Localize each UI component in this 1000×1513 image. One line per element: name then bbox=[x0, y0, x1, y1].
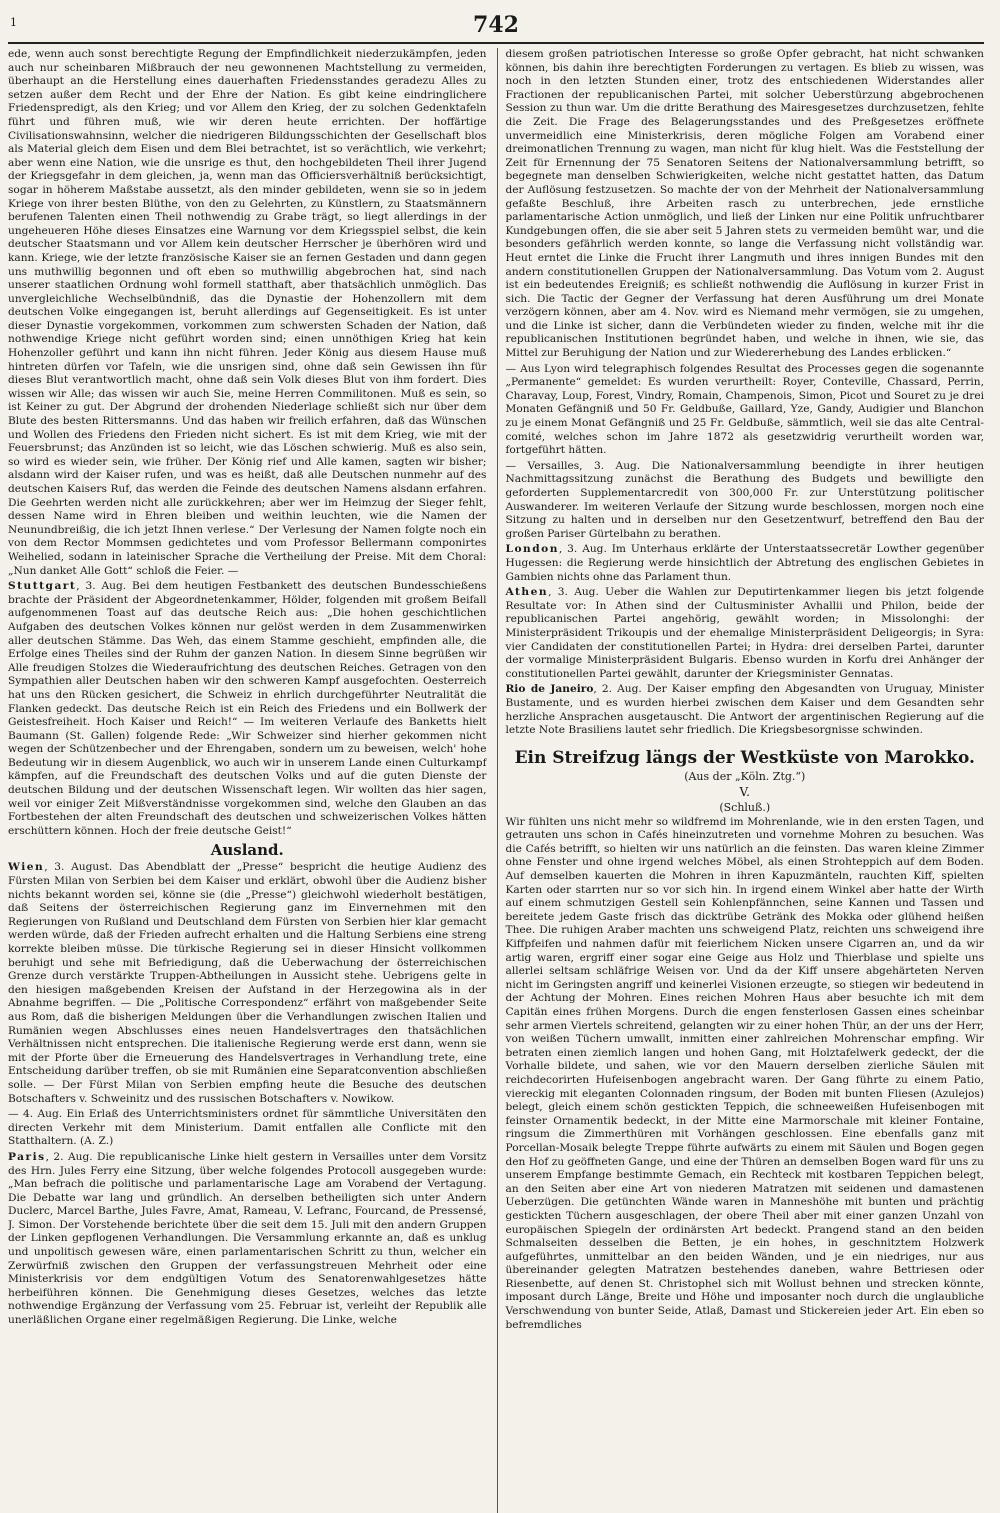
page-number: 742 bbox=[473, 12, 519, 38]
paragraph-text: , 3. Aug. Bei dem heutigen Festbankett des deutschen Bundesschießens brachte der Präsident der Abgeordnetenkammer, Hölder, folgenden mit großem Beifall aufgenommenen Toast auf das deutsche Reich aus: „Die hohen geschichtlichen Aufgaben des deutschen Volkes können nur gelöst werden in dem Zusammenwirken aller deutschen Stämme. Das Weh, das einem Stamme geschieht, empfinden alle, die Erfolge eines Theiles sind der Ruhm der ganzen Nation. In diesem Sinne begrüßen wir Alle freudigen Stolzes die Wiederaufrichtung des deutschen Reiches. Getragen von den Sympathien aller Deutschen haben wir den schweren Kampf ausgefochten. Oesterreich hat uns den Rücken gesichert, die Schweiz in ehrlich durchgeführter Neutralität die Flanken gedeckt. Das deutsche Reich ist ein Reich des Friedens und ein Bollwerk der Geistesfreiheit. Hoch Kaiser und Reich!“ — Im weiteren Verlaufe des Banketts hielt Baumann (St. Gallen) folgende Rede: „Wir Schweizer sind hierher gekommen nicht wegen der Schützenbecher und der Ehrengaben, sondern um zu beweisen, welch' hohe Bedeutung wir in diesem Augenblick, wo auch wir in unserem Lande einen Culturkampf kämpfen, auf die Freundschaft des deutschen Volks und auf die guten Dienste der deutschen Bildung und der deutschen Wissenschaft legen. Wir wollten das hier sagen, weil vor einiger Zeit Mißverständnisse vorgekommen sind, welche den Glauben an das Fortbestehen der alten Freundschaft des deutschen und schweizerischen Volkes hätten erschüttern können. Hoch der freie deutsche Geist!“ bbox=[8, 580, 487, 837]
paragraph-text: , 2. Aug. Der Kaiser empfing den Abgesandten von Uruguay, Minister Bustamente, und es wurden hierbei zwischen dem Kaiser und dem Gesandten sehr herzliche Ansprachen ausgetauscht. Die Antwort der argentinischen Regierung auf die letzte Note Brasiliens lautet sehr friedlich. Die Kriegsbesorgnisse schwinden. bbox=[505, 683, 984, 737]
dateline-paragraph bbox=[506, 543, 985, 584]
paragraph-text: , 3. Aug. Im Unterhaus erklärte der Unterstaatssecretär Lowther gegenüber Hugessen: die Regierung werde hinsichtlich der Abtretung des englischen Gebietes in Gambien nichts ohne das Parlament thun. bbox=[505, 543, 984, 583]
dateline: Athen bbox=[505, 586, 549, 599]
column-container bbox=[8, 48, 984, 1513]
dateline-paragraph bbox=[8, 861, 487, 1106]
dateline: London bbox=[505, 543, 559, 556]
article-part: V. bbox=[739, 784, 750, 799]
section-heading: Ausland. bbox=[210, 841, 284, 860]
page-mark: 1 bbox=[10, 16, 17, 29]
dateline-paragraph bbox=[8, 1151, 487, 1328]
paragraph-text: , 3. Aug. Ueber die Wahlen zur Deputirtenkammer liegen bis jetzt folgende Resultate vor: In Athen sind der Cultusminister Avhallii und Philon, beide der republicanischen Partei angehörig, gewählt worden; in Missolonghi: der Ministerpräsident Trikoupis und der ehemalige Ministerpräsident Deligeorgis; in Syra: vier Candidaten der constitutionellen Partei; in Hydra: drei derselben Partei, darunter der vormalige Ministerpräsident Bulgaris. Ebenso wurden in Korfu drei Anhänger der constitutionellen Partei gewählt, darunter der Kriegsminister Gennatas. bbox=[505, 586, 984, 680]
paragraph: diesem großen patriotischen Interesse so große Opfer gebracht, hat nicht schwanken können, bis dahin ihre berechtigten Forderungen zu vertagen. Es blieb zu wissen, was noch in den letzten Stunden einer, trotz des entschiedenen Widerstandes aller Fractionen der republicanischen Partei, mit solcher Ueberstürzung abgebrochenen Session zu thun war. Um die dritte Berathung des Mairesgesetzes durchzusetzen, fehlte die Zeit. Die Frage des Belagerungsstandes und des Preßgesetzes eröffnete unvermeidlich eine Ministerkrisis, deren mögliche Folgen am Vorabend einer dreimonatlichen Trennung zu wagen, man nicht für klug hielt. Was die Feststellung der Zeit für Ernennung der 75 Senatoren Seitens der Nationalversammlung betrifft, so begegnete man denselben Schwierigkeiten, welche nicht gestattet hatten, das Datum der Auflösung festzusetzen. So machte der von der Mehrheit der Nationalversammlung gefaßte Beschluß, ihre Arbeiten rasch zu unterbrechen, jede ernstliche parlamentarische Action unmöglich, und ließ der Linken nur eine Politik unfruchtbarer Kundgebungen offen, die sie aber seit 5 Jahren stets zu vermeiden bemüht war, und die besonders gefährlich werden konnte, so lange die Verfassung nicht vollständig war. Heut erntet die Linke die Frucht ihrer Langmuth und ihres innigen Bundes mit den andern constitutionellen Gruppen der Nationalversammlung. Das Votum vom 2. August ist ein bedeutendes Ereigniß; es schließt nothwendig die Auflösung in kurzer Frist in sich. Die Tactic der Gegner der Verfassung hat deren Ausführung um drei Monate verzögern können, aber am 4. Nov. wird es Niemand mehr vermögen, sie zu umgehen, und die Linke ist sicher, dann die Verbündeten wieder zu finden, welche mit ihr die republicanischen Institutionen begründet haben, und welche in ihnen, wie sie, das Mittel zur Beruhigung der Nation und zur Wiedererhebung des Landes erblicken.“ bbox=[505, 48, 984, 360]
article-body: Wir fühlten uns nicht mehr so wildfremd im Mohrenlande, wie in den ersten Tagen, und getrauten uns schon in Cafés hineinzutreten und vornehme Mohren zu besuchen. Was die Cafés betrifft, so hielten wir uns natürlich an die feinsten. Das waren kleine Zimmer ohne Fenster und ohne irgend welches Möbel, als einen Strohteppich auf dem Boden. Auf demselben kauerten die Mohren in ihren Kapuzmänteln, rauchten Kiff, spielten Karten oder starrten nur so vor sich hin. In irgend einem Winkel aber hatte der Wirth auf einem schmutzigen Gestell sein Kohlenpfännchen, seine Kannen und Tassen und bereitete jedem Gaste frisch das dicktrübe Getränk des Mokka oder glühend heißen Thee. Die ruhigen Araber machten uns schweigend Platz, reichten uns schweigend ihre Kiffpfeifen und nahmen dafür mit feierlichem Nicken unsere Cigarren an, und da wir artig waren, ergriff einer sogar eine Geige aus Holz und Thierblase und spielte uns allerlei seltsam schläfrige Weisen vor. Und da der Kiff unsere abgehärteten Nerven nicht im Geringsten angriff und keinerlei Visionen erzeugte, so stiegen wir bedeutend in der Achtung der Mohren. Eines reichen Mohren Haus aber besuchte ich mit dem Capitän eines frühen Morgens. Durch die engen fensterlosen Gassen eines scheinbar sehr armen Viertels schreitend, gelangten wir zu einer hohen Thür, an der uns der Herr, von weißen Tüchern umwallt, inmitten einer zahlreichen Mohrenschar empfing. Wir betraten einen ziemlich langen und hohen Gang, mit Holztafelwerk gedeckt, der die Vorhalle bildete, und sahen, wie vor den Mauern derselben zierliche Säulen mit reichdecorirten Hufeisenbogen angebracht waren. Der Gang führte zu einem Patio, viereckig mit eleganten Colonnaden ringsum, der Boden mit bunten Fliesen (Azulejos) belegt, gleich einem schön gestickten Teppich, die schneeweißen Hufeisenbogen mit feinster Ornamentik bedeckt, in der Mitte eine Marmorschale mit kleiner Fontaine, ringsum die Zimmerthüren mit Vorhängen geschlossen. Eine ebenfalls ganz mit Porcellan-Mosaik belegte Treppe führte aufwärts zu einem mit Säulen und Bogen gegen den Hof zu geöffneten Gange, und eine der Thüren an demselben Bogen ward für uns zu unserem Empfange bestimmte Gemach, ein Rechteck mit kostbaren Teppichen belegt, an den Seiten aber eine Art von niederen Matratzen mit seidenen und damastenen Ueberzügen. Die getünchten Wände waren in Manneshöhe mit bunten und prächtig gestickten Tüchern ausgeschlagen, der obere Theil aber mit einer ganzen Unzahl von europäischen Spiegeln der ordinärsten Art bedeckt. Prangend stand an den beiden Schmalseiten desselben die Betten, je ein hohes, in geschnitztem Holzwerk aufgeführtes, unmittelbar an den beiden Wänden, und je ein niedriges, nur aus übereinander gelegten Matratzen bestehendes daneben, wahre Bettriesen oder Riesenbette, auf denen St. Christophel sich mit Wollust behnen und strecken könnte, imposant durch Länge, Breite und Höhe und imposanter noch durch die unglaubliche Verschwendung von bunter Seide, Atlaß, Damast und Stickereien jeder Art. Ein eben so befremdliches bbox=[505, 815, 984, 1331]
right-column bbox=[497, 48, 985, 1513]
dateline: Rio de Janeiro bbox=[505, 683, 594, 696]
paragraph: ede, wenn auch sonst berechtigte Regung der Empfindlichkeit niederzukämpfen, jeden auch nur scheinbaren Mißbrauch der neu gewonnenen Machtstellung zu vermeiden, überhaupt an die Herstellung eines dauerhaften Friedensstandes geradezu Alles zu setzen außer dem Recht und der Ehre der Nation. Es gibt keine eindringlichere Friedenspredigt, als den Krieg; und vor Allem den Krieg, der zu solchen Gedenktafeln führt und führen muß, wie wir deren heute errichten. Der hoffärtige Civilisationswahnsinn, welcher die niedrigeren Bildungsschichten der Gesellschaft blos als Material gleich dem Eisen und dem Blei betrachtet, ist so verächtlich, wie verkehrt; aber wenn eine Nation, wie die unsrige es thut, den hochgebildeten Theil ihrer Jugend der Kriegsgefahr in dem gleichen, ja, wenn man das Officiersverhältniß berücksichtigt, sogar in höherem Maßstabe aussetzt, als den minder gebildeten, wenn sie so in jedem Kriege von ihrer besten Blüthe, von den zu Gelehrten, zu Künstlern, zu Staatsmännern berufenen Talenten einen Theil nothwendig zu Grabe trägt, so liegt allerdings in der ungeheueren Höhe dieses Einsatzes eine Warnung vor dem Kriegsspiel selbst, die kein deutscher Staatsmann und vor Allem kein deutscher Herrscher je überhören wird und kann. Kriege, wie der letzte französische Kaiser sie an fernen Gestaden und dann gegen uns muthwillig begonnen und oft eben so muthwillig abgebrochen hat, sind nach unserer staatlichen Ordnung wohl formell statthaft, aber thatsächlich unmöglich. Das unvergleichliche Wechselbündniß, das die Dynastie der Hohenzollern mit dem deutschen Volke eingegangen ist, beruht allerdings auf Gegenseitigkeit. Es ist unter dieser Dynastie vorgekommen, vorkommen zum schwersten Schaden der Nation, daß nothwendige Kriege nicht geführt worden sind; einen unnöthigen Krieg hat kein Hohenzoller geführt und kann ihn nicht führen. Jeder König aus diesem Hause muß hintreten dürfen vor Tafeln, wie die unsrigen sind, ohne daß sein Gewissen ihn für dieses Blut verantwortlich macht, ohne daß sein Volk dieses Blut von ihm fordert. Dies wissen wir Alle; das wissen wir auch Sie, meine Herren Commilitonen. Muß es sein, so ist Keiner zu gut. Der Abgrund der drohenden Niederlage schließt sich nur über dem Blute des besten Rittersmanns. Und das haben wir freilich erfahren, daß das Wünschen und Wollen des Friedens den Frieden nicht sichert. Es ist mit dem Krieg, wie mit der Feuersbrunst; das Anzünden ist so leicht, wie das Löschen schwierig. Muß es also sein, so wird es wieder sein, wie früher. Der König rief und Alle kamen, sagten wir bisher; alsdann wird der Kaiser rufen, und was es heißt, daß alle Deutschen nunmehr auf des deutschen Kaisers Ruf, das werden die Feinde des deutschen Namens alsdann erfahren. Die Geehrten werden nicht alle zurückkehren; aber wer im Heimzug der Sieger fehlt, dessen Name wird in Ehren bleiben und weithin leuchten, wie die Namen der Neunundbreißig, die ich jetzt Ihnen verlese.“ Der Verlesung der Namen folgte noch ein von dem Rector Mommsen gedichtetes und vom Professor Bellermann componirtes Weihelied, sodann in lateinischer Sprache die Vertheilung der Preise. Mit dem Choral: „Nun danket Alle Gott“ schloß die Feier. — bbox=[8, 48, 487, 577]
dateline: Wien bbox=[8, 861, 45, 874]
paragraph-text: , 2. Aug. Die republicanische Linke hielt gestern in Versailles unter dem Vorsitz des Hrn. Jules Ferry eine Sitzung, über welche folgendes Protocoll ausgegeben wurde: „Man befrach die politische und parlamentarische Lage am Vorabend der Vertagung. Die Debatte war lang und gründlich. An derselben betheiligten sich unter Andern Duclerc, Marcel Barthe, Jules Favre, Amat, Rameau, V. Lefranc, Fourcand, de Pressensé, J. Simon. Der Vorstehende berichtete über die seit dem 15. Juli mit den andern Gruppen der Linken gepflogenen Verhandlungen. Die Versammlung erkannte an, daß es unklug und unpolitisch gewesen wäre, einen parlamentarischen Schritt zu thun, welcher ein Zerwürfniß zwischen den Gruppen der verfassungstreuen Mehrheit oder eine Ministerkrisis vor dem endgültigen Votum des Senatorenwahlgesetzes hätte herbeiführen können. Die Genehmigung dieses Gesetzes, welches das letzte nothwendige Ergänzung der Verfassung vom 25. Februar ist, verleiht der Republik alle unerläßlichen Organe einer regelmäßigen Regierung. Die Linke, welche bbox=[8, 1150, 487, 1327]
paragraph-text: , 3. August. Das Abendblatt der „Presse“ bespricht die heutige Audienz des Fürsten Milan von Serbien bei dem Kaiser und erklärt, obwohl über die Audienz bisher nichts bekannt worden sei, könne sie (die „Presse“) gleichwohl wiederholt bestätigen, daß Seitens der österreichischen Regierung ganz im Einvernehmen mit den Regierungen von Rußland und Deutschland dem Fürsten von Serbien hier klar gemacht werden würde, daß der Frieden aufrecht erhalten und die Haltung Serbiens eine streng korrekte bleiben müsse. Die türkische Regierung sei in dieser Hinsicht vollkommen beruhigt und sehe mit Befriedigung, daß die Ueberwachung der österreichischen Grenze durch verstärkte Truppen-Abtheilungen in Aussicht stehe. Uebrigens gelte in den hiesigen maßgebenden Kreisen der Aufstand in der Herzegowina als in der Abnahme begriffen. — Die „Politische Correspondenz“ erfährt von maßgebender Seite aus Rom, daß die bisherigen Meldungen über die Verhandlungen zwischen Italien und Rumänien wegen Abschlusses eines neuen Handelsvertrages den thatsächlichen Verhältnissen nicht entsprechen. Die italienische Regierung werde erst dann, wenn sie mit der Pforte über die Erneuerung des Handelsvertrages in Verhandlung trete, eine Entscheidung darüber treffen, ob sie mit Rumänien eine Separatconvention abschließen solle. — Der Fürst Milan von Serbien empfing heute die Besuche des deutschen Botschafters v. Schweinitz und des russischen Botschafters v. Nowikow. bbox=[8, 861, 487, 1105]
dateline: Stuttgart bbox=[8, 580, 77, 593]
article-source: (Aus der „Köln. Ztg.“) bbox=[684, 769, 806, 783]
paragraph: — Versailles, 3. Aug. Die Nationalversammlung beendigte in ihrer heutigen Nachmittagssitzung zunächst die Berathung des Budgets und bewilligte den geforderten Supplementarcredit von 300,000 Fr. zur Unterstützung politischer Auswanderer. Im weiteren Verlaufe der Sitzung wurde beschlossen, morgen noch eine Sitzung zu halten und in derselben nur den Gesetzentwurf, betreffend den Bau der großen Pariser Gürtelbahn zu berathen. bbox=[505, 459, 984, 540]
dateline-paragraph bbox=[506, 683, 985, 737]
paragraph: — Aus Lyon wird telegraphisch folgendes Resultat des Processes gegen die sogenannte „Permanente“ gemeldet: Es wurden verurtheilt: Royer, Conteville, Chassard, Perrin, Charavay, Loup, Forest, Vindry, Romain, Champenois, Simon, Picot und Souret zu je drei Monaten Gefängniß und 50 Fr. Geldbuße, Gaillard, Yze, Gandy, Audigier und Blanchon zu je einem Monat Gefängniß und 25 Fr. Geldbuße, sämmtlich, weil sie das alte Central-comité, welches schon im Jahre 1872 als gesetzwidrig verurtheilt worden war, fortgeführt hätten. bbox=[505, 362, 984, 457]
paragraph: — 4. Aug. Ein Erlaß des Unterrichtsministers ordnet für sämmtliche Universitäten den directen Verkehr mit dem Ministerium. Damit entfallen alle Conflicte mit den Statthaltern. (A. Z.) bbox=[8, 1108, 487, 1148]
left-column bbox=[8, 48, 487, 1513]
header-rule bbox=[8, 42, 984, 44]
dateline: Paris bbox=[8, 1150, 46, 1163]
article-title: Ein Streifzug längs der Westküste von Marokko. bbox=[514, 747, 975, 768]
page-header bbox=[8, 10, 984, 40]
dateline-paragraph bbox=[8, 580, 487, 838]
dateline-paragraph bbox=[506, 586, 985, 681]
article-note: (Schluß.) bbox=[719, 800, 771, 814]
